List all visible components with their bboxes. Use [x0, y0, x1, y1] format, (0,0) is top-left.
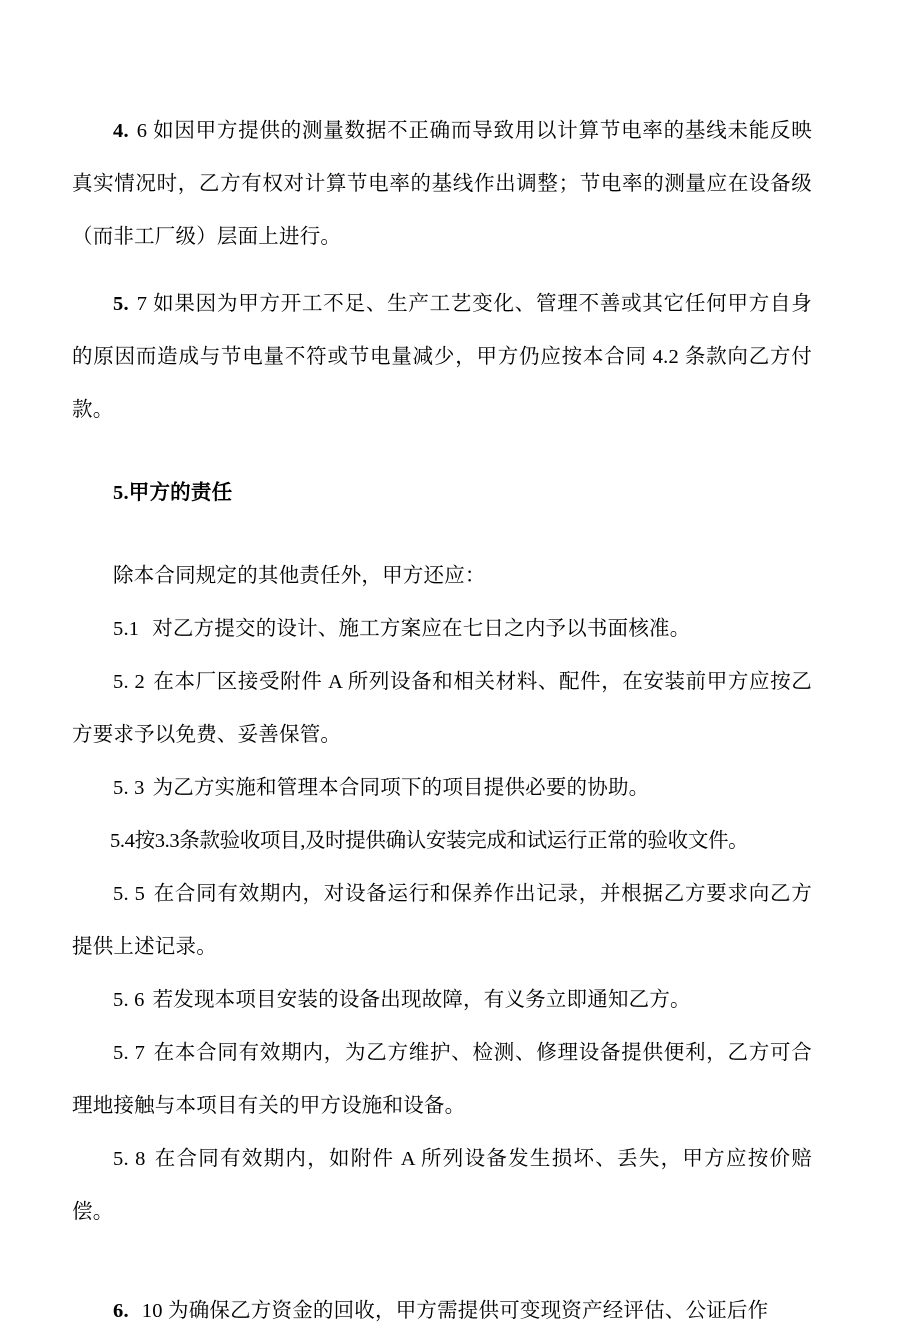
clause-number-6: 6. [113, 1300, 129, 1322]
clause-text-5-4: 按3.3条款验收项目,及时提供确认安装完成和试运行正常的验收文件。 [134, 830, 749, 852]
paragraph-clause-5-7-top [72, 278, 812, 437]
block-spacer [72, 1239, 812, 1285]
clause-number-5-4: 5.4 [110, 830, 135, 852]
clause-number-5-1: 5.1 [113, 618, 140, 640]
paragraph-clause-4-6 [72, 105, 812, 264]
clause-number-5-7: 5. 7 [113, 1042, 146, 1064]
paragraph-clause-5-5 [72, 868, 812, 974]
clause-text-5-2: 在本厂区接受附件 A 所列设备和相关材料、配件，在安装前甲方应按乙方要求予以免费、妥善保管。 [72, 671, 812, 746]
clause-number-5-3: 5. 3 [113, 777, 145, 799]
paragraph-clause-5-8 [72, 1133, 812, 1239]
clause-text-6-10: 10 为确保乙方资金的回收，甲方需提供可变现资产经评估、公证后作 [141, 1300, 769, 1322]
paragraph-clause-5-1 [72, 603, 812, 656]
clause-number-5-8: 5. 8 [113, 1148, 146, 1170]
block-spacer [72, 520, 812, 550]
clause-text-5-7-top: 7 如果因为甲方开工不足、生产工艺变化、管理不善或其它任何甲方自身的原因而造成与节电量不符或节电量减少，甲方仍应按本合同 4.2 条款向乙方付款。 [72, 293, 812, 421]
paragraph-clause-5-2 [72, 656, 812, 762]
clause-text-5-1: 对乙方提交的设计、施工方案应在七日之内予以书面核准。 [152, 618, 691, 640]
clause-number-4: 4. [113, 120, 129, 142]
paragraph-clause-5-6 [72, 974, 812, 1027]
clause-text-5-8: 在合同有效期内，如附件 A 所列设备发生损坏、丢失，甲方应按价赔偿。 [72, 1148, 812, 1223]
clause-text-5-5: 在合同有效期内，对设备运行和保养作出记录，并根据乙方要求向乙方提供上述记录。 [72, 883, 812, 958]
paragraph-clause-5-4 [72, 815, 812, 868]
clause-text-5-7: 在本合同有效期内，为乙方维护、检测、修理设备提供便利，乙方可合理地接触与本项目有关的甲方设施和设备。 [72, 1042, 812, 1117]
block-spacer [72, 264, 812, 278]
paragraph-clause-6-10 [72, 1285, 812, 1338]
document-body [72, 105, 812, 1338]
clause-number-5-top: 5. [113, 293, 129, 315]
paragraph-clause-5-7 [72, 1027, 812, 1133]
clause-number-5-6: 5. 6 [113, 989, 145, 1011]
clause-text-4-6: 6 如因甲方提供的测量数据不正确而导致用以计算节电率的基线未能反映真实情况时，乙方有权对计算节电率的基线作出调整；节电率的测量应在设备级（而非工厂级）层面上进行。 [72, 120, 812, 248]
paragraph-clause-5-3 [72, 762, 812, 815]
clause-text-5-3: 为乙方实施和管理本合同项下的项目提供必要的协助。 [152, 777, 650, 799]
clause-text-5-6: 若发现本项目安装的设备出现故障，有义务立即通知乙方。 [152, 989, 691, 1011]
block-spacer [72, 437, 812, 467]
clause-number-5-2: 5. 2 [113, 671, 145, 693]
section-heading-5: 5.甲方的责任 [113, 482, 233, 504]
section-5-lead-in: 除本合同规定的其他责任外，甲方还应： [113, 565, 486, 587]
clause-number-5-5: 5. 5 [113, 883, 146, 905]
